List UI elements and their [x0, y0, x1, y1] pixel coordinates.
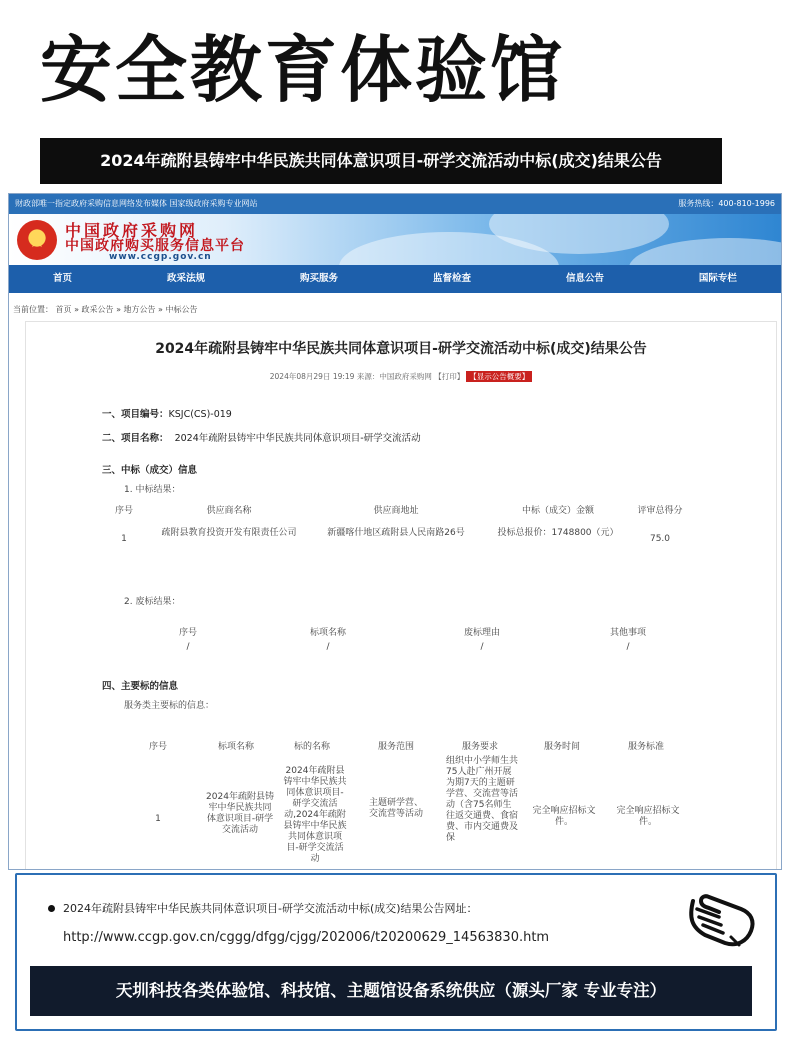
breadcrumb: 当前位置： 首页 » 政采公告 » 地方公告 » 中标公告 — [13, 305, 198, 314]
main-th-no: 序号 — [148, 742, 167, 752]
announcement-title-bar: 2024年疏附县铸牢中华民族共同体意识项目-研学交流活动中标(成交)结果公告 — [40, 138, 722, 184]
win-cell-amount: 投标总报价：1748800（元） — [497, 528, 619, 538]
main-cell-time: 完全响应招标文件。 — [532, 806, 596, 827]
announcement-url-link[interactable]: http://www.ccgp.gov.cn/cggg/dfgg/cjgg/202006/t20200629_14563830.htm — [63, 930, 550, 945]
show-summary-button[interactable]: 【显示公告概要】 — [466, 371, 532, 382]
service-hotline: 服务热线：400-810-1996 — [678, 199, 775, 208]
win-cell-no: 1 — [121, 534, 127, 544]
site-logo-subtitle: 中国政府购买服务信息平台 — [65, 238, 245, 254]
project-no-label: 一、项目编号： — [102, 409, 169, 420]
main-targets-label: 四、主要标的信息 — [102, 681, 179, 692]
site-nav — [9, 265, 781, 293]
announcement-panel — [25, 321, 777, 870]
fail-th-no: 序号 — [178, 628, 197, 638]
winner-info-label: 三、中标（成交）信息 — [102, 465, 198, 476]
nav-regulations[interactable]: 政采法规 — [166, 273, 205, 284]
site-banner — [9, 214, 781, 265]
nav-home[interactable]: 首页 — [53, 273, 73, 284]
fail-cell-no: / — [186, 642, 190, 652]
win-cell-address: 新疆喀什地区疏附县人民南路26号 — [327, 528, 465, 538]
section-project-name — [102, 430, 421, 444]
section-project-no — [102, 406, 232, 420]
fail-cell-item: / — [326, 642, 330, 652]
main-th-item: 标项名称 — [217, 742, 254, 752]
site-logo-title[interactable]: 中国政府采购网 — [65, 221, 199, 240]
bullet-icon — [48, 905, 55, 912]
win-cell-supplier: 疏附县教育投资开发有限责任公司 — [161, 528, 297, 538]
main-cell-standard: 完全响应招标文件。 — [616, 806, 680, 827]
doc-meta-text: 2024年08月29日 19:19 来源：中国政府采购网 【打印】 — [269, 372, 465, 381]
fail-th-item: 标项名称 — [309, 628, 346, 638]
site-top-strip — [9, 194, 781, 214]
failed-result-label: 2. 废标结果： — [124, 597, 181, 607]
link-box — [15, 873, 777, 1031]
nav-purchase-services[interactable]: 购买服务 — [299, 273, 338, 284]
doc-title: 2024年疏附县铸牢中华民族共同体意识项目-研学交流活动中标(成交)结果公告 — [155, 341, 647, 357]
site-logo-url: www.ccgp.gov.cn — [109, 252, 212, 262]
ccgp-screenshot — [8, 193, 782, 870]
main-th-time: 服务时间 — [543, 742, 580, 752]
fail-cell-other: / — [626, 642, 630, 652]
national-emblem-icon: ★ — [17, 220, 57, 260]
main-cell-item: 2024年疏附县铸牢中华民族共同体意识项目-研学交流活动 — [206, 792, 274, 835]
fail-cell-reason: / — [480, 642, 484, 652]
doc-meta — [26, 371, 776, 382]
main-th-requirement: 服务要求 — [461, 742, 498, 752]
main-cell-target: 2024年疏附县铸牢中华民族共同体意识项目-研学交流活动,2024年疏附县铸牢中华民族共同体意识项目-研学交流活动 — [283, 766, 347, 864]
main-th-scope: 服务范围 — [377, 742, 414, 752]
nav-supervision[interactable]: 监督检查 — [432, 273, 471, 284]
main-cell-requirement: 组织中小学师生共75人赴广州开展为期7天的主题研学营、交流营等活动（含75名师生往返交通费、食宿费、市内交通费及保 — [446, 756, 519, 843]
pointing-hand-icon — [679, 887, 759, 951]
win-th-supplier: 供应商名称 — [206, 506, 252, 516]
supplier-footer-bar: 天圳科技各类体验馆、科技馆、主题馆设备系统供应（源头厂家 专业专注） — [30, 966, 752, 1016]
win-th-amount: 中标（成交）金额 — [521, 506, 594, 516]
section-winner-info — [102, 462, 197, 476]
fail-th-other: 其他事项 — [609, 628, 646, 638]
project-name-label: 二、项目名称： — [102, 433, 169, 444]
page-headline: 安全教育体验馆 — [40, 28, 566, 112]
win-th-score: 评审总得分 — [637, 506, 683, 516]
win-th-no: 序号 — [114, 506, 133, 516]
section-main-targets — [102, 678, 178, 692]
project-name-value: 2024年疏附县铸牢中华民族共同体意识项目-研学交流活动 — [174, 433, 421, 444]
win-cell-score: 75.0 — [649, 534, 671, 544]
project-no-value: KSJC(CS)-019 — [168, 409, 232, 420]
nav-announcements[interactable]: 信息公告 — [565, 273, 604, 284]
service-targets-label: 服务类主要标的信息： — [124, 701, 215, 711]
main-th-target: 标的名称 — [293, 742, 330, 752]
fail-th-reason: 废标理由 — [463, 628, 500, 638]
nav-international[interactable]: 国际专栏 — [698, 273, 737, 284]
site-slogan: 财政部唯一指定政府采购信息网络发布媒体 国家级政府采购专业网站 — [15, 199, 258, 208]
winner-result-label: 1. 中标结果： — [124, 485, 181, 495]
win-th-address: 供应商地址 — [373, 506, 419, 516]
main-th-standard: 服务标准 — [627, 742, 664, 752]
main-cell-scope: 主题研学营、交流营等活动 — [368, 798, 423, 819]
link-title: 2024年疏附县铸牢中华民族共同体意识项目-研学交流活动中标(成交)结果公告网址： — [63, 902, 478, 915]
main-cell-no: 1 — [155, 814, 161, 824]
